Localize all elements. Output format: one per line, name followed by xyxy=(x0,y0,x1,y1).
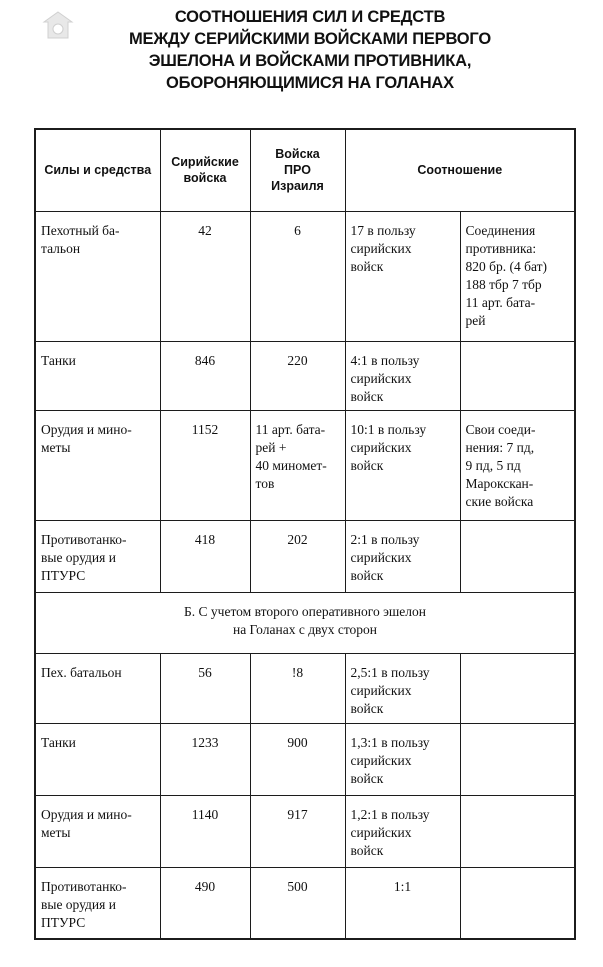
cell-name: Противотанко- вые орудия и ПТУРС xyxy=(35,867,160,939)
cell-ratio: 10:1 в пользу сирийских войск xyxy=(345,410,460,520)
cell-name: Противотанко- вые орудия и ПТУРС xyxy=(35,520,160,592)
cell-israel: 500 xyxy=(250,867,345,939)
cell-note xyxy=(460,520,575,592)
header-israel: Войска ПРО Израиля xyxy=(250,129,345,211)
cell-name: Танки xyxy=(35,723,160,795)
cell-israel: 900 xyxy=(250,723,345,795)
table-row xyxy=(35,211,575,341)
header-ratio: Соотношение xyxy=(345,129,575,211)
cell-name: Пех. батальон xyxy=(35,653,160,723)
cell-name: Пехотный ба- тальон xyxy=(35,211,160,341)
cell-syrian: 418 xyxy=(160,520,250,592)
cell-name: Орудия и мино- меты xyxy=(35,795,160,867)
cell-syrian: 1233 xyxy=(160,723,250,795)
cell-name: Орудия и мино- меты xyxy=(35,410,160,520)
cell-israel: !8 xyxy=(250,653,345,723)
table-row xyxy=(35,410,575,520)
cell-israel: 220 xyxy=(250,341,345,410)
cell-syrian: 56 xyxy=(160,653,250,723)
table-row xyxy=(35,341,575,410)
title-line: ОБОРОНЯЮЩИМИСЯ НА ГОЛАНАХ xyxy=(166,74,454,92)
cell-note xyxy=(460,723,575,795)
cell-ratio: 2:1 в пользу сирийских войск xyxy=(345,520,460,592)
cell-ratio: 1:1 xyxy=(345,867,460,939)
cell-syrian: 42 xyxy=(160,211,250,341)
cell-syrian: 490 xyxy=(160,867,250,939)
title-line: СООТНОШЕНИЯ СИЛ И СРЕДСТВ xyxy=(174,8,446,26)
header-forces: Силы и средства xyxy=(35,129,160,211)
cell-name: Танки xyxy=(35,341,160,410)
cell-note: Соединения противника: 820 бр. (4 бат) 188 тбр 7 тбр 11 арт. бата- рей xyxy=(460,211,575,341)
header-syrian: Сирийские войска xyxy=(160,129,250,211)
cell-note xyxy=(460,867,575,939)
cell-israel: 917 xyxy=(250,795,345,867)
title-line: ЭШЕЛОНА И ВОЙСКАМИ ПРОТИВНИКА, xyxy=(148,52,472,70)
section-b-row xyxy=(35,592,575,653)
app-logo-icon xyxy=(40,8,76,44)
table-header-row xyxy=(35,129,575,211)
table-row xyxy=(35,520,575,592)
table-row xyxy=(35,723,575,795)
cell-israel: 11 арт. бата- рей + 40 миномет- тов xyxy=(250,410,345,520)
table-row xyxy=(35,795,575,867)
cell-note xyxy=(460,795,575,867)
cell-ratio: 1,2:1 в пользу сирийских войск xyxy=(345,795,460,867)
cell-note xyxy=(460,653,575,723)
cell-ratio: 1,3:1 в пользу сирийских войск xyxy=(345,723,460,795)
cell-syrian: 846 xyxy=(160,341,250,410)
table-row xyxy=(35,867,575,939)
cell-ratio: 4:1 в пользу сирийских войск xyxy=(345,341,460,410)
page-title xyxy=(80,6,540,94)
cell-ratio: 2,5:1 в пользу сирийских войск xyxy=(345,653,460,723)
table-row xyxy=(35,653,575,723)
cell-israel: 6 xyxy=(250,211,345,341)
section-b-heading: Б. С учетом второго оперативного эшелон на Голанах с двух сторон xyxy=(35,592,575,653)
cell-note xyxy=(460,341,575,410)
cell-israel: 202 xyxy=(250,520,345,592)
title-line: МЕЖДУ СЕРИЙСКИМИ ВОЙСКАМИ ПЕРВОГО xyxy=(128,30,491,48)
cell-note: Свои соеди- нения: 7 пд, 9 пд, 5 пд Марокскан- ские войска xyxy=(460,410,575,520)
cell-ratio: 17 в пользу сирийских войск xyxy=(345,211,460,341)
cell-syrian: 1152 xyxy=(160,410,250,520)
forces-ratio-table xyxy=(34,128,576,940)
cell-syrian: 1140 xyxy=(160,795,250,867)
